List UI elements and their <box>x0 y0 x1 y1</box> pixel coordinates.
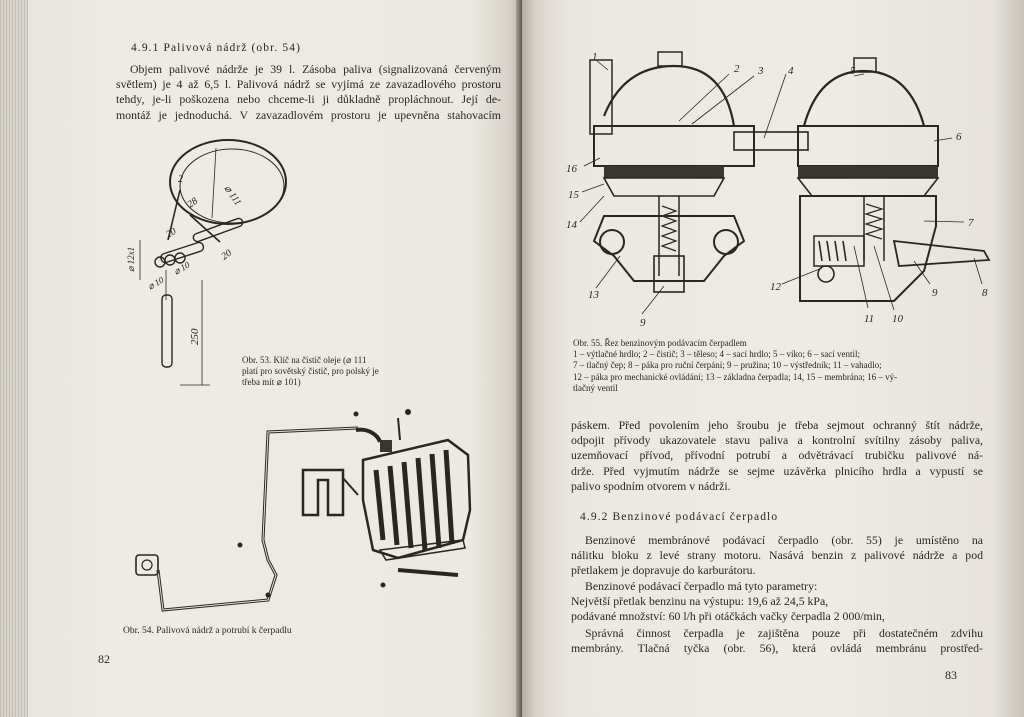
dim-label: ⌀ 10 <box>146 274 166 292</box>
callout-label: 7 <box>968 217 974 229</box>
fuel-pump-connector <box>136 555 158 575</box>
callout-label: 8 <box>982 287 988 299</box>
text-line: drže. Před vyjmutím nádrže se sejme uzávěrka plnicího hrdla a vypustí se <box>571 463 983 478</box>
pump-section-left <box>590 52 808 292</box>
hose-clamp <box>380 440 392 452</box>
caption-line: tlačný ventil <box>573 382 618 393</box>
figure-54-caption: Obr. 54. Palivová nádrž a potrubí k čerpadlu <box>123 626 292 636</box>
dim-label: ⌀ 12x1 <box>126 246 136 272</box>
callout-label: 14 <box>566 219 577 231</box>
text-line: Benzinové membránové podávací čerpadlo (obr. 55) je umístěno na <box>585 533 983 547</box>
callout-label: 4 <box>788 65 794 77</box>
text-line: tehdy, je-li poškozena nebo chceme-li ji důkladně propláchnout. Její de- <box>116 92 501 107</box>
text-line: membrány. Tlačná tyčka (obr. 56), která ovládá membránu prostřed- <box>571 641 983 656</box>
filler-neck <box>398 418 400 440</box>
text-line: odpojit přívody ukazovatele stavu paliva a kontrolní svítilny zásoby paliva, <box>571 433 983 448</box>
dim-label: 28 <box>185 195 200 211</box>
text-line: uzemňovací přívod, přívodní potrubí a odvětrávací trubičku palivové ná- <box>571 448 983 463</box>
dim-label: 20 <box>219 247 234 263</box>
figure-53-caption <box>242 355 379 389</box>
callout-label: 11 <box>864 313 875 325</box>
caption-line: 12 – páka pro mechanické ovládání; 13 – základna čerpadla; 14, 15 – membrána; 16 – vý- <box>573 371 898 382</box>
callout-label: 6 <box>956 131 962 143</box>
section-heading-fuel-tank: 4.9.1 Palivová nádrž (obr. 54) <box>131 42 302 54</box>
text-line: Objem palivové nádrže je 39 l. Zásoba paliva (signalizovaná červeným <box>130 62 501 76</box>
tommy-bar <box>162 295 172 367</box>
pump-section-right <box>798 58 989 301</box>
callout-label: 10 <box>892 313 903 325</box>
fuel-pipe <box>158 428 358 610</box>
callout-label: 13 <box>588 289 599 301</box>
tank-strap-bracket <box>303 470 343 515</box>
right-page <box>522 0 1024 717</box>
dim-line <box>212 148 216 218</box>
text-line: podávané množství: 60 l/h při otáčkách vačky čerpadla 2 000/min, <box>571 609 885 624</box>
callout-label: 3 <box>758 65 764 77</box>
section-heading-fuel-pump: 4.9.2 Benzinové podávací čerpadlo <box>580 511 779 523</box>
callout-label: 9 <box>640 317 646 329</box>
figure-55-caption <box>573 338 993 394</box>
dim-label: ⌀ 111 <box>221 183 244 208</box>
caption-line: Obr. 53. Klíč na čistič oleje (⌀ 111 <box>242 355 367 365</box>
strap-end-line <box>190 215 220 242</box>
callout-label: 2 <box>734 63 740 75</box>
callout-label: 9 <box>932 287 938 299</box>
caption-line: 1 – výtlačné hrdlo; 2 – čistič; 3 – těleso; 4 – sací hrdlo; 5 – víko; 6 – sací ventil; <box>573 349 860 360</box>
page-number: 82 <box>98 652 110 666</box>
caption-line: platí pro sovětský čistič, pro polský je <box>242 366 379 377</box>
caption-line: třeba mít ⌀ 101) <box>242 377 301 388</box>
caption-line: 7 – tlačný čep; 8 – páka pro ruční čerpání; 9 – pružina; 10 – výstředník; 11 – vahadlo; <box>573 360 882 371</box>
tank-ribs <box>376 450 452 550</box>
callout-label: 12 <box>770 281 781 293</box>
right-paragraph-2 <box>571 533 983 579</box>
text-line: Největší přetlak benzinu na výstupu: 19,6 až 24,5 kPa, <box>571 594 829 609</box>
caption-line: Obr. 55. Řez benzinovým podávacím čerpadlem <box>573 338 747 348</box>
strap-band <box>170 140 286 224</box>
page-number: 83 <box>945 668 957 682</box>
dim-label: 2 <box>178 174 183 185</box>
hose <box>356 430 380 442</box>
tank-shield <box>398 570 458 575</box>
right-paragraph-1 <box>571 418 983 494</box>
text-line: Správná činnost čerpadla je zajištěna pouze při dostatečném zdvihu <box>585 626 983 640</box>
callout-label: 16 <box>566 163 577 175</box>
text-line: nálitku bloku z levé strany motoru. Nasává benzin z palivové nádrže a pod <box>571 548 983 563</box>
callout-leaders <box>580 60 982 314</box>
dim-label: 20 <box>164 226 179 241</box>
callout-label: 5 <box>850 65 856 77</box>
dim-label: 250 <box>189 328 201 345</box>
right-paragraph-4 <box>571 626 983 656</box>
right-paragraph-3 <box>571 579 983 625</box>
text-line: páskem. Před povolením jeho šroubu je třeba sejmout ochranný štít nádrže, <box>571 418 983 432</box>
handle-pin <box>192 217 244 242</box>
text-line: přetlakem je dopravuje do karburátoru. <box>571 563 756 578</box>
text-line: montáž je jednoduchá. V zavazadlovém prostoru je upevněna stahovacím <box>116 107 501 122</box>
callout-label: 15 <box>568 189 579 201</box>
callout-label: 1 <box>592 51 598 63</box>
page-stack-edge <box>0 0 28 717</box>
text-line: Benzinové podávací čerpadlo má tyto parametry: <box>585 579 818 593</box>
text-line: světlem) je 4 až 6,5 l. Palivová nádrž se vyjímá ze zavazadlového prostoru <box>116 77 501 92</box>
dim-label: ⌀ 10 <box>172 259 192 277</box>
handle-pin <box>160 241 205 263</box>
text-line: palivo spodním otvorem v nádrži. <box>571 478 731 493</box>
figure-55-fuel-pump-section <box>564 46 1009 336</box>
figure-54-fuel-tank-drawing <box>118 400 488 625</box>
left-paragraph <box>116 62 501 123</box>
